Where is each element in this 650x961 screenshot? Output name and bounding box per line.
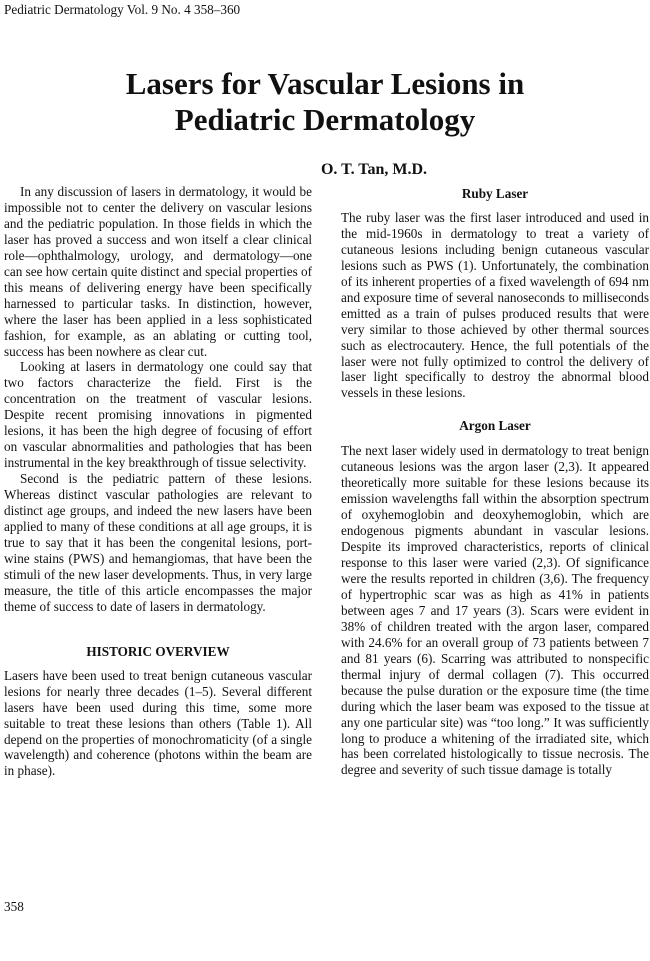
intro-paragraph-1: In any discussion of lasers in dermatology, it would be impossible not to center the delivery on vascular lesions and the pediatric population. In those fields in which the laser has proved a success and won itself a clear clinical role—ophthalmology, urology, and dermatology—one can see how certain quite distinct and special properties of this means of delivering energy have been specifically harnessed to particular tasks. In distinction, however, where the laser has been applied in a less sophisticated fashion, for example, as an ablating or cutting tool, success has been nowhere as clear cut. bbox=[4, 184, 312, 359]
page-number: 358 bbox=[4, 899, 24, 914]
historic-overview-paragraph: Lasers have been used to treat benign cutaneous vascular lesions for nearly three decades (1–5). Several different lasers have been used during this time, some more suitable to treat these lesions than others (Table 1). All depend on the properties of monochromaticity (of a single wavelength) and coherence (photons within the beam are in phase). bbox=[4, 667, 312, 779]
ruby-laser-paragraph: The ruby laser was the first laser introduced and used in the mid-1960s in dermatology to treat a variety of cutaneous lesions including benign cutaneous vascular lesions such as PWS (1). Unfortunately, the combination of its inherent properties of a fixed wavelength of 694 nm and exposure time of several nanoseconds to milliseconds emitted as a train of pulses produced results that were very similar to those achieved by other thermal sources such as electrocautery. Hence, the full potentials of the laser were not fully optimized to control the delivery of laser light specifically to destroy the abnormal blood vessels in these lesions. bbox=[341, 209, 649, 401]
article-title bbox=[0, 66, 650, 138]
subheading-argon-laser: Argon Laser bbox=[459, 418, 531, 434]
title-line-1: Lasers for Vascular Lesions in bbox=[125, 66, 525, 101]
subheading-ruby-laser: Ruby Laser bbox=[461, 186, 529, 201]
intro-paragraph-2: Looking at lasers in dermatology one could say that two factors characterize the field. First is the concentration on the treatment of vascular lesions. Despite recent promising innovations in pigmented lesions, it has been the high degree of focusing of effort on vascular abnormalities and pathologies that has been instrumental in the key breakthrough of tissue selectivity. bbox=[4, 359, 312, 471]
left-column bbox=[4, 184, 312, 779]
running-head: Pediatric Dermatology Vol. 9 No. 4 358–360 bbox=[4, 2, 241, 17]
right-column bbox=[341, 186, 649, 778]
author-byline: O. T. Tan, M.D. bbox=[320, 161, 428, 178]
title-line-2: Pediatric Dermatology bbox=[174, 102, 476, 137]
argon-laser-paragraph: The next laser widely used in dermatology to treat benign cutaneous lesions was the argon laser (2,3). It appeared theoretically more suitable for these lesions because its emission wavelengths fall within the absorption spectrum of oxyhemoglobin and deoxyhemoglobin, which are endogenous pigments abundant in vascular lesions. Despite its improved characteristics, reports of clinical response to this laser were varied (2,3). Of significance were the results reported in children (3,6). The frequency of hypertrophic scar was as high as 41% in patients between ages 7 and 17 years (3). Scars were evident in 38% of children treated with the argon laser, compared with 24.6% for an overall group of 73 patients between 7 and 81 years (6). Scarring was attributed to nonspecific thermal injury of dermal collagen (7). This occurred because the pulse duration or the exposure time (the time during which the laser beam was exposed to the tissue at any one particular site) was “too long.” It was sufficiently long to produce a whitening of the irradiated site, which has been correlated histologically to tissue necrosis. The degree and severity of such tissue damage is totally bbox=[341, 443, 649, 778]
section-heading-historic-overview: HISTORIC OVERVIEW bbox=[86, 643, 230, 659]
intro-paragraph-3: Second is the pediatric pattern of these lesions. Whereas distinct vascular pathologies are relevant to distinct age groups, and indeed the new lasers have been applied to many of these conditions at all age groups, it is true to say that it has been the congenital lesions, port-wine stains (PWS) and hemangiomas, that have been the stimuli of the new laser developments. Thus, in very large measure, the title of this article encompasses the major theme of success to date of lasers in dermatology. bbox=[4, 471, 312, 614]
